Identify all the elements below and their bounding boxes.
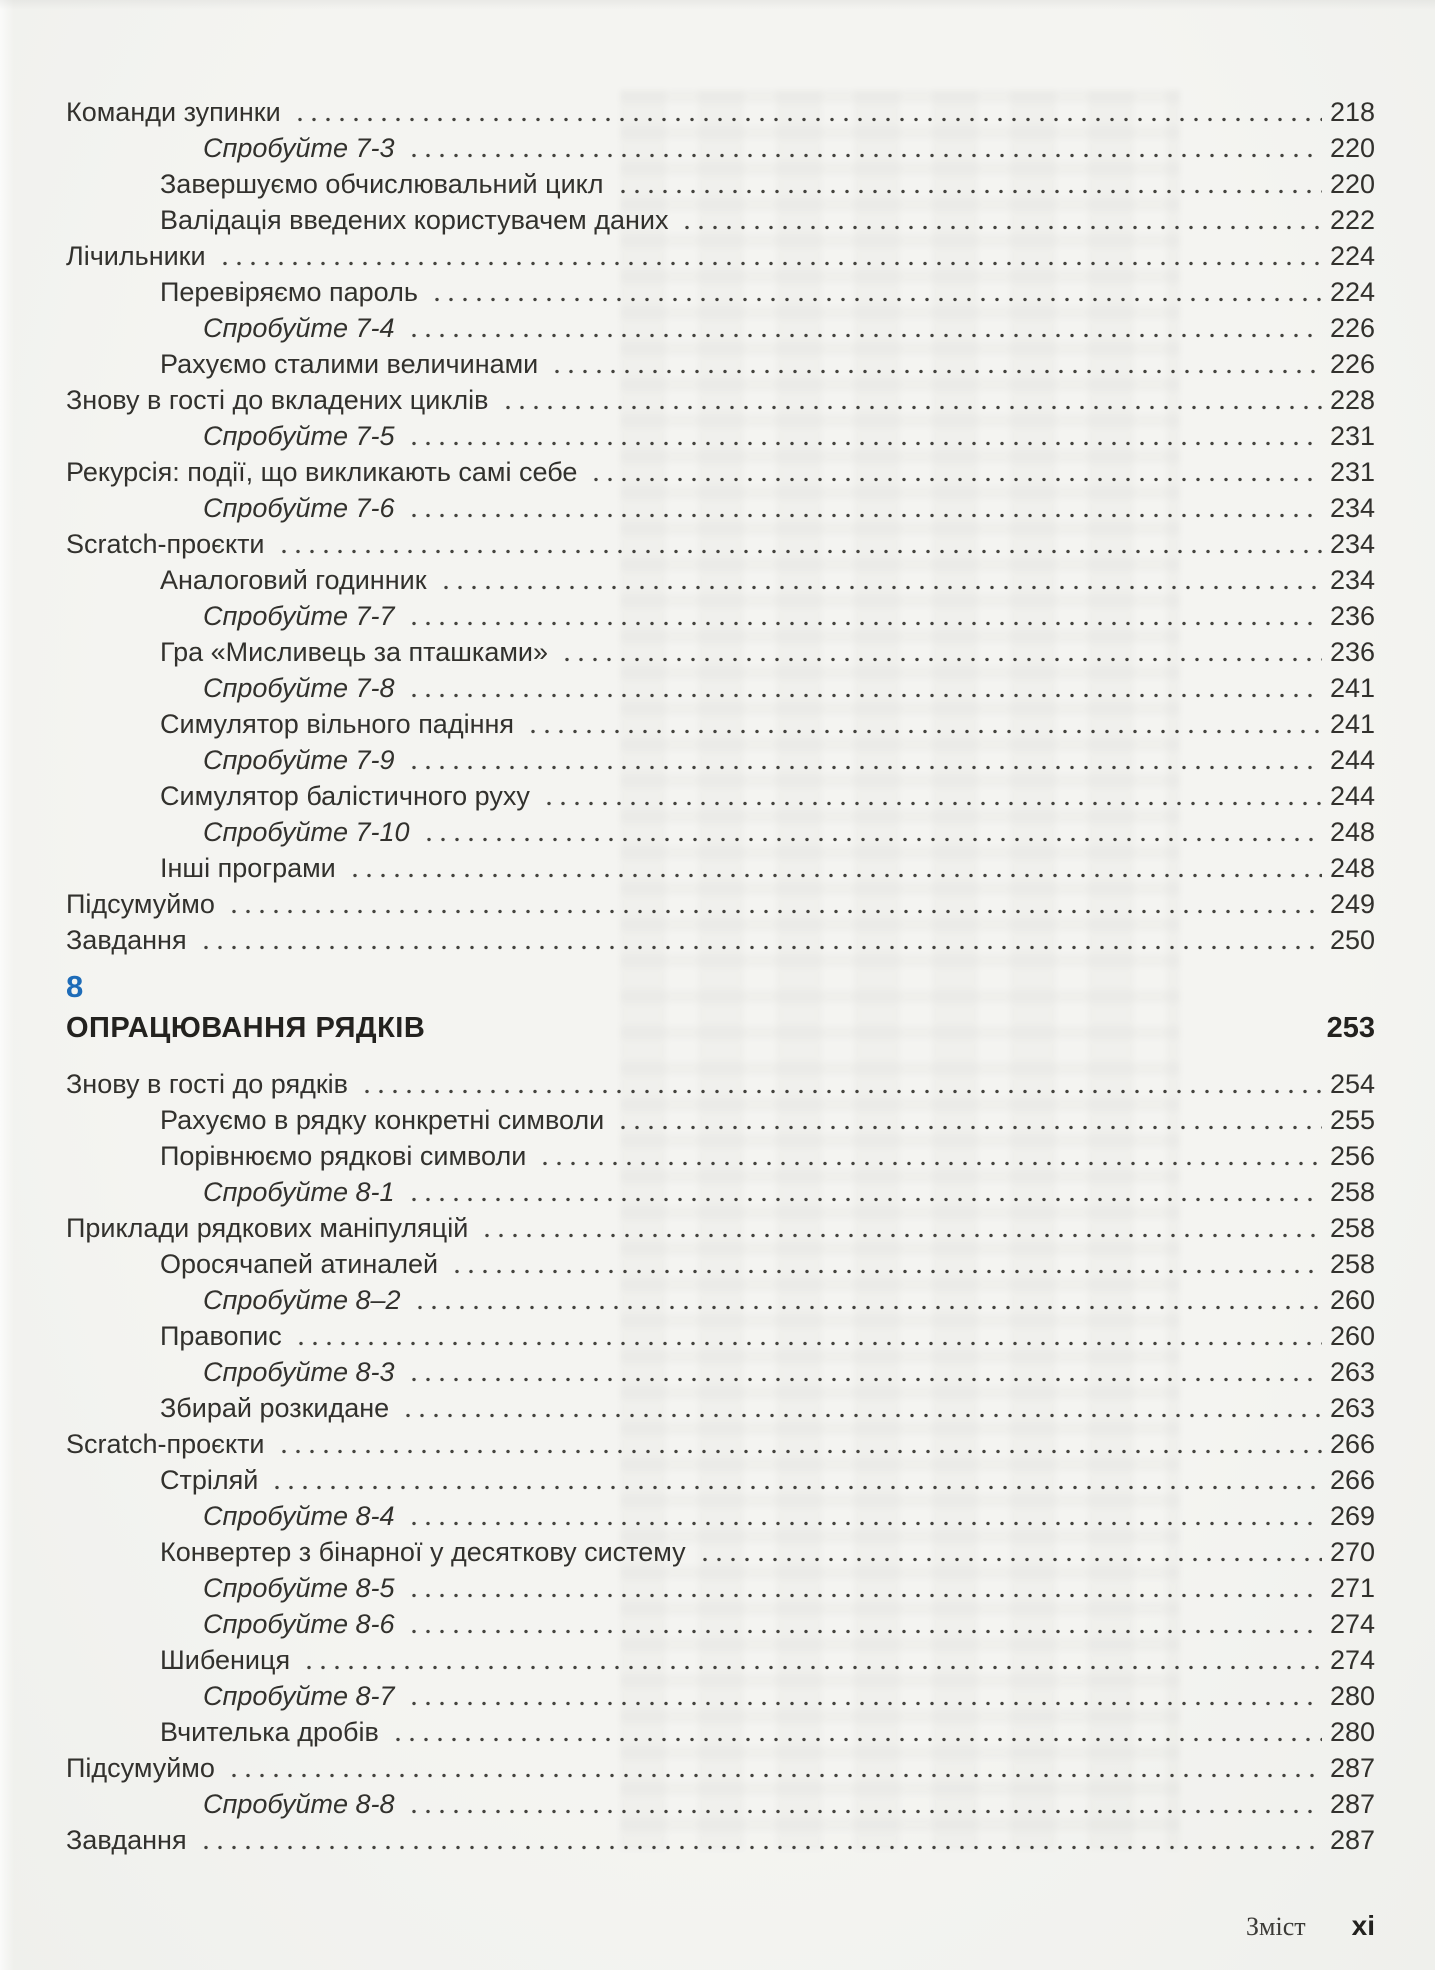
dot-leader: [558, 634, 1322, 670]
toc-entry-page: 241: [1329, 709, 1375, 739]
toc-entry-label: Спробуйте 8-6: [203, 1609, 395, 1639]
toc-entry-page: 260: [1329, 1321, 1375, 1351]
page-footer: [1246, 1910, 1375, 1942]
toc-entry: [66, 814, 1375, 850]
toc-entry-page: 226: [1329, 349, 1375, 379]
toc-entry-page: 280: [1329, 1717, 1375, 1747]
dot-leader: [437, 562, 1322, 598]
toc-entry: [66, 670, 1375, 706]
toc-entry-label: Інші програми: [160, 853, 336, 883]
dot-leader: [399, 1390, 1322, 1426]
toc-entry-label: Спробуйте 8-8: [203, 1789, 395, 1819]
toc-entry-label: Вчителька дробів: [160, 1717, 379, 1747]
toc-entry-page: 266: [1329, 1429, 1375, 1459]
toc-entry: [66, 526, 1375, 562]
dot-leader: [358, 1066, 1322, 1102]
toc-entry-label: Правопис: [160, 1321, 282, 1351]
toc-entry: [66, 238, 1375, 274]
toc-entry-label: Спробуйте 7-7: [203, 601, 395, 631]
toc-entry-page: 287: [1329, 1789, 1375, 1819]
toc-entry: [66, 1642, 1375, 1678]
dot-leader: [300, 1642, 1322, 1678]
dot-leader: [346, 850, 1322, 886]
dot-leader: [275, 1426, 1322, 1462]
toc-entry-page: 222: [1329, 205, 1375, 235]
dot-leader: [448, 1246, 1322, 1282]
footer-section-label: Зміст: [1246, 1912, 1306, 1941]
toc-entry-page: 226: [1329, 313, 1375, 343]
chapter-title: ОПРАЦЮВАННЯ РЯДКІВ: [66, 1012, 426, 1044]
toc-entry-page: 248: [1329, 817, 1375, 847]
toc-entry: [66, 1498, 1375, 1534]
toc-entry: [66, 166, 1375, 202]
toc-entry-label: Рахуємо сталими величинами: [160, 349, 539, 379]
toc-entry-label: Спробуйте 7-4: [203, 313, 395, 343]
toc-entry-label: Порівнюємо рядкові символи: [160, 1141, 527, 1171]
dot-leader: [405, 1606, 1322, 1642]
toc-entry-label: Підсумуймо: [66, 1753, 215, 1783]
toc-entry-page: 248: [1329, 853, 1375, 883]
toc-entry-label: Завдання: [66, 1825, 187, 1855]
toc-entry: [66, 1138, 1375, 1174]
toc-entry: [66, 94, 1375, 130]
toc-entry: [66, 310, 1375, 346]
toc-content: [66, 94, 1375, 1858]
toc-entry-label: Знову в гості до вкладених циклів: [66, 385, 489, 415]
toc-entry: [66, 1786, 1375, 1822]
toc-entry-page: 270: [1329, 1537, 1375, 1567]
toc-entry-page: 220: [1329, 133, 1375, 163]
toc-entry-page: 258: [1329, 1249, 1375, 1279]
toc-entry: [66, 1822, 1375, 1858]
toc-entry: [66, 1390, 1375, 1426]
dot-leader: [389, 1714, 1322, 1750]
dot-leader: [524, 706, 1322, 742]
toc-entry-page: 220: [1329, 169, 1375, 199]
toc-entry-label: Спробуйте 7-9: [203, 745, 395, 775]
toc-entry-page: 241: [1329, 673, 1375, 703]
toc-entry: [66, 130, 1375, 166]
toc-entry: [66, 418, 1375, 454]
dot-leader: [478, 1210, 1322, 1246]
dot-leader: [216, 238, 1322, 274]
toc-entry-label: Рекурсія: події, що викликають самі себе: [66, 457, 578, 487]
dot-leader: [405, 1354, 1322, 1390]
chapter-page-number: 253: [1326, 1012, 1375, 1044]
dot-leader: [614, 166, 1322, 202]
toc-entry-page: 263: [1329, 1357, 1375, 1387]
toc-entry: [66, 778, 1375, 814]
dot-leader: [197, 1822, 1322, 1858]
toc-entry-label: Команди зупинки: [66, 97, 281, 127]
toc-entry-label: Спробуйте 7-10: [203, 817, 410, 847]
dot-leader: [411, 1282, 1322, 1318]
toc-entry-label: Стріляй: [160, 1465, 259, 1495]
toc-entry-label: Гра «Мисливець за пташками»: [160, 637, 548, 667]
dot-leader: [275, 526, 1322, 562]
dot-leader: [197, 922, 1322, 958]
toc-entry-page: 263: [1329, 1393, 1375, 1423]
toc-entry-page: 269: [1329, 1501, 1375, 1531]
toc-entry-page: 274: [1329, 1645, 1375, 1675]
toc-entry-label: Спробуйте 7-6: [203, 493, 395, 523]
toc-entry-page: 224: [1329, 277, 1375, 307]
toc-entry-page: 244: [1329, 745, 1375, 775]
toc-entry-page: 218: [1329, 97, 1375, 127]
toc-entry: [66, 742, 1375, 778]
dot-leader: [405, 490, 1322, 526]
toc-entry-page: 266: [1329, 1465, 1375, 1495]
toc-entry-label: Спробуйте 7-3: [203, 133, 395, 163]
toc-entry-label: Конвертер з бінарної у десяткову систему: [160, 1537, 686, 1567]
toc-entry-page: 250: [1329, 925, 1375, 955]
dot-leader: [268, 1462, 1322, 1498]
toc-entry-label: Scratch-проєкти: [66, 529, 265, 559]
toc-entry: [66, 1210, 1375, 1246]
toc-entry-page: 280: [1329, 1681, 1375, 1711]
chapter-8-heading: [66, 968, 1375, 1050]
toc-entry-label: Симулятор вільного падіння: [160, 709, 515, 739]
toc-entry-label: Спробуйте 8-1: [203, 1177, 395, 1207]
toc-entry-label: Спробуйте 7-8: [203, 673, 395, 703]
toc-entry: [66, 454, 1375, 490]
toc-section-chapter-7: [66, 94, 1375, 958]
toc-entry: [66, 598, 1375, 634]
toc-entry-page: 236: [1329, 637, 1375, 667]
dot-leader: [405, 310, 1322, 346]
toc-entry-page: 255: [1329, 1105, 1375, 1135]
dot-leader: [428, 274, 1322, 310]
dot-leader: [405, 1498, 1322, 1534]
dot-leader: [405, 1174, 1322, 1210]
dot-leader: [536, 1138, 1322, 1174]
toc-entry: [66, 1174, 1375, 1210]
toc-entry-page: 231: [1329, 457, 1375, 487]
toc-entry-page: 260: [1329, 1285, 1375, 1315]
toc-entry: [66, 1570, 1375, 1606]
toc-entry-label: Спробуйте 7-5: [203, 421, 395, 451]
toc-entry-page: 231: [1329, 421, 1375, 451]
toc-entry-page: 287: [1329, 1825, 1375, 1855]
toc-entry-page: 244: [1329, 781, 1375, 811]
dot-leader: [696, 1534, 1322, 1570]
dot-leader: [614, 1102, 1322, 1138]
dot-leader: [291, 94, 1322, 130]
toc-section-chapter-8: [66, 1066, 1375, 1858]
toc-entry: [66, 1750, 1375, 1786]
dot-leader: [405, 1786, 1322, 1822]
dot-leader: [405, 1678, 1322, 1714]
toc-entry: [66, 886, 1375, 922]
toc-entry-page: 271: [1329, 1573, 1375, 1603]
chapter-number: 8: [66, 969, 85, 1004]
toc-entry: [66, 1462, 1375, 1498]
dot-leader: [587, 454, 1322, 490]
toc-entry-label: Підсумуймо: [66, 889, 215, 919]
toc-entry: [66, 1678, 1375, 1714]
toc-entry-label: Аналоговий годинник: [160, 565, 427, 595]
toc-entry: [66, 850, 1375, 886]
toc-entry-label: Спробуйте 8-7: [203, 1681, 395, 1711]
toc-entry-label: Знову в гості до рядків: [66, 1069, 348, 1099]
toc-entry: [66, 1282, 1375, 1318]
footer-page-number: xi: [1351, 1910, 1375, 1941]
toc-entry: [66, 634, 1375, 670]
toc-entry-page: 234: [1329, 565, 1375, 595]
toc-entry-label: Перевіряємо пароль: [160, 277, 418, 307]
toc-entry: [66, 382, 1375, 418]
toc-entry: [66, 1534, 1375, 1570]
toc-entry: [66, 562, 1375, 598]
toc-entry-label: Приклади рядкових маніпуляцій: [66, 1213, 469, 1243]
toc-entry: [66, 274, 1375, 310]
toc-entry-page: 249: [1329, 889, 1375, 919]
toc-entry-page: 258: [1329, 1213, 1375, 1243]
toc-entry: [66, 922, 1375, 958]
toc-entry-label: Оросячапей атиналей: [160, 1249, 439, 1279]
dot-leader: [405, 742, 1322, 778]
toc-entry: [66, 1102, 1375, 1138]
toc-entry-label: Спробуйте 8-3: [203, 1357, 395, 1387]
toc-entry: [66, 1714, 1375, 1750]
toc-entry: [66, 490, 1375, 526]
toc-entry-page: 228: [1329, 385, 1375, 415]
toc-entry: [66, 346, 1375, 382]
dot-leader: [420, 814, 1322, 850]
toc-entry: [66, 1318, 1375, 1354]
dot-leader: [405, 130, 1322, 166]
toc-entry-page: 256: [1329, 1141, 1375, 1171]
dot-leader: [540, 778, 1322, 814]
toc-entry-label: Шибениця: [160, 1645, 291, 1675]
toc-entry: [66, 202, 1375, 238]
dot-leader: [405, 598, 1322, 634]
toc-entry-page: 258: [1329, 1177, 1375, 1207]
toc-entry-label: Симулятор балістичного руху: [160, 781, 530, 811]
dot-leader: [405, 670, 1322, 706]
dot-leader: [499, 382, 1322, 418]
toc-entry-label: Scratch-проєкти: [66, 1429, 265, 1459]
toc-entry: [66, 1066, 1375, 1102]
toc-entry-label: Спробуйте 8-5: [203, 1573, 395, 1603]
toc-entry-label: Завершуємо обчислювальний цикл: [160, 169, 604, 199]
dot-leader: [292, 1318, 1322, 1354]
toc-entry-page: 236: [1329, 601, 1375, 631]
toc-entry-label: Лічильники: [66, 241, 206, 271]
toc-entry-page: 287: [1329, 1753, 1375, 1783]
toc-entry-label: Завдання: [66, 925, 187, 955]
chapter-title-row: [66, 1006, 1375, 1050]
toc-entry: [66, 1606, 1375, 1642]
toc-entry-label: Спробуйте 8-4: [203, 1501, 395, 1531]
dot-leader: [405, 1570, 1322, 1606]
toc-entry: [66, 1426, 1375, 1462]
toc-entry-page: 224: [1329, 241, 1375, 271]
toc-entry-page: 234: [1329, 529, 1375, 559]
toc-entry-label: Валідація введених користувачем даних: [160, 205, 669, 235]
toc-entry: [66, 706, 1375, 742]
toc-entry: [66, 1354, 1375, 1390]
toc-entry-label: Спробуйте 8–2: [203, 1285, 401, 1315]
dot-leader: [225, 1750, 1322, 1786]
dot-leader: [678, 202, 1321, 238]
toc-entry-page: 254: [1329, 1069, 1375, 1099]
dot-leader: [405, 418, 1322, 454]
toc-entry-label: Збирай розкидане: [160, 1393, 390, 1423]
dot-leader: [548, 346, 1322, 382]
toc-entry-page: 234: [1329, 493, 1375, 523]
toc-entry: [66, 1246, 1375, 1282]
toc-entry-label: Рахуємо в рядку конкретні символи: [160, 1105, 605, 1135]
dot-leader: [225, 886, 1322, 922]
toc-entry-page: 274: [1329, 1609, 1375, 1639]
